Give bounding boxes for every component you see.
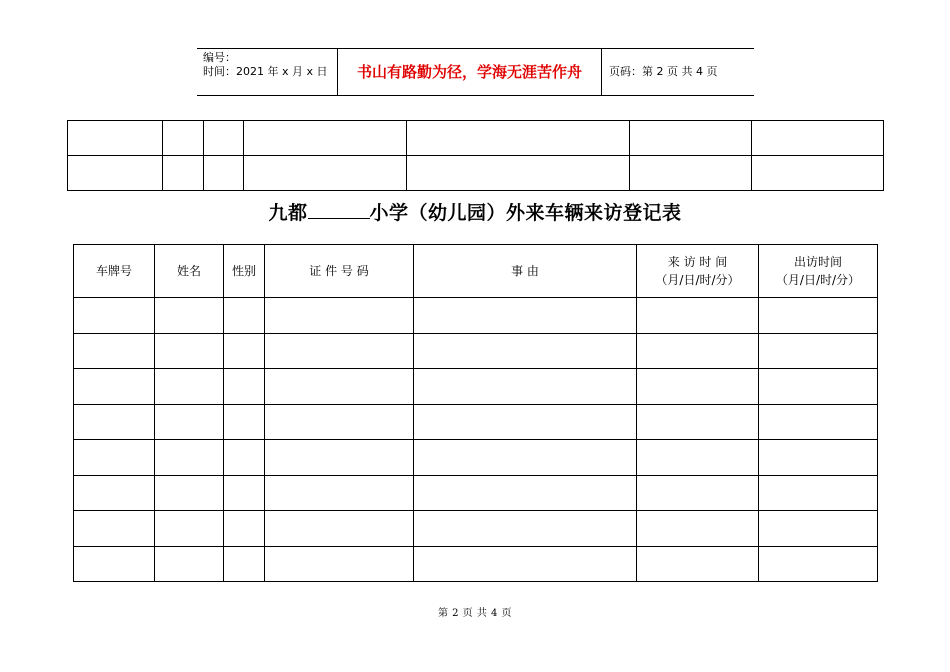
form-title xyxy=(0,198,950,225)
table-cell[interactable] xyxy=(224,511,265,547)
table-cell[interactable] xyxy=(74,333,155,369)
table-cell[interactable] xyxy=(74,298,155,334)
table-cell[interactable] xyxy=(224,298,265,334)
table-cell[interactable] xyxy=(759,333,878,369)
table-cell[interactable] xyxy=(414,298,637,334)
table-cell[interactable] xyxy=(74,546,155,582)
col-header-leave-time xyxy=(759,245,878,298)
header-motto: 书山有路勤为径，学海无涯苦作舟 xyxy=(338,49,602,95)
table-cell[interactable] xyxy=(759,546,878,582)
table-cell[interactable] xyxy=(752,156,884,191)
table-row xyxy=(74,546,878,582)
table-cell[interactable] xyxy=(759,369,878,405)
table-cell[interactable] xyxy=(244,156,407,191)
table-cell[interactable] xyxy=(224,404,265,440)
table-cell[interactable] xyxy=(155,546,224,582)
col-header-visit-time xyxy=(637,245,759,298)
table-cell[interactable] xyxy=(630,156,752,191)
table-cell[interactable] xyxy=(74,369,155,405)
col-header-name: 姓名 xyxy=(155,245,224,298)
table-cell[interactable] xyxy=(637,475,759,511)
table-cell[interactable] xyxy=(414,369,637,405)
table-cell[interactable] xyxy=(265,369,414,405)
table-cell[interactable] xyxy=(414,546,637,582)
table-cell[interactable] xyxy=(224,369,265,405)
table-cell[interactable] xyxy=(224,333,265,369)
page-header xyxy=(197,48,754,96)
table-cell[interactable] xyxy=(759,298,878,334)
table-cell[interactable] xyxy=(637,440,759,476)
table-cell[interactable] xyxy=(759,475,878,511)
table-cell[interactable] xyxy=(637,298,759,334)
col-header-plate: 车牌号 xyxy=(74,245,155,298)
table-row xyxy=(74,333,878,369)
table-cell[interactable] xyxy=(759,404,878,440)
table-row xyxy=(74,369,878,405)
table-cell[interactable] xyxy=(224,475,265,511)
table-cell[interactable] xyxy=(759,440,878,476)
table-cell[interactable] xyxy=(68,121,163,156)
registration-table xyxy=(73,244,878,582)
table-cell[interactable] xyxy=(637,369,759,405)
table-cell[interactable] xyxy=(407,121,630,156)
header-meta xyxy=(197,49,338,95)
table-row xyxy=(68,121,884,156)
header-page-label: 页码：第 2 页 共 4 页 xyxy=(609,65,718,78)
table-cell[interactable] xyxy=(204,156,244,191)
table-cell[interactable] xyxy=(637,404,759,440)
table-row xyxy=(74,440,878,476)
visit-time-label: 来 访 时 间 xyxy=(667,255,728,269)
table-cell[interactable] xyxy=(265,440,414,476)
table-cell[interactable] xyxy=(630,121,752,156)
title-suffix: 小学（幼儿园）外来车辆来访登记表 xyxy=(369,202,682,224)
table-cell[interactable] xyxy=(224,546,265,582)
number-label: 编号： xyxy=(203,51,236,64)
table-cell[interactable] xyxy=(155,298,224,334)
table-cell[interactable] xyxy=(414,440,637,476)
table-cell[interactable] xyxy=(414,511,637,547)
table-row xyxy=(74,404,878,440)
table-cell[interactable] xyxy=(155,511,224,547)
table-cell[interactable] xyxy=(224,440,265,476)
table-row xyxy=(74,475,878,511)
table-cell[interactable] xyxy=(265,404,414,440)
table-cell[interactable] xyxy=(155,475,224,511)
table-cell[interactable] xyxy=(155,333,224,369)
page-footer: 第 2 页 共 4 页 xyxy=(437,608,513,619)
title-prefix: 九都 xyxy=(268,202,308,224)
table-cell[interactable] xyxy=(759,511,878,547)
visit-time-format: （月/日/时/分） xyxy=(655,273,740,287)
continuation-table xyxy=(67,120,884,191)
table-header-row xyxy=(74,245,878,298)
table-cell[interactable] xyxy=(637,511,759,547)
table-cell[interactable] xyxy=(74,511,155,547)
table-cell[interactable] xyxy=(74,440,155,476)
table-cell[interactable] xyxy=(68,156,163,191)
table-cell[interactable] xyxy=(163,156,204,191)
table-cell[interactable] xyxy=(637,546,759,582)
table-cell[interactable] xyxy=(74,475,155,511)
col-header-id-number: 证 件 号 码 xyxy=(265,245,414,298)
table-row xyxy=(74,511,878,547)
table-cell[interactable] xyxy=(244,121,407,156)
table-cell[interactable] xyxy=(155,369,224,405)
col-header-reason: 事 由 xyxy=(414,245,637,298)
leave-time-label: 出访时间 xyxy=(793,255,842,269)
table-cell[interactable] xyxy=(265,298,414,334)
table-cell[interactable] xyxy=(752,121,884,156)
table-cell[interactable] xyxy=(204,121,244,156)
table-row xyxy=(74,298,878,334)
table-cell[interactable] xyxy=(163,121,204,156)
col-header-gender: 性别 xyxy=(224,245,265,298)
table-cell[interactable] xyxy=(414,404,637,440)
table-cell[interactable] xyxy=(74,404,155,440)
table-cell[interactable] xyxy=(155,440,224,476)
table-cell[interactable] xyxy=(414,333,637,369)
table-cell[interactable] xyxy=(637,333,759,369)
time-label: 时间：2021 年 x 月 x 日 xyxy=(203,65,328,78)
table-cell[interactable] xyxy=(265,475,414,511)
table-cell[interactable] xyxy=(265,546,414,582)
table-cell[interactable] xyxy=(265,511,414,547)
table-row xyxy=(68,156,884,191)
table-cell[interactable] xyxy=(407,156,630,191)
title-blank-line[interactable] xyxy=(308,198,370,219)
table-cell[interactable] xyxy=(265,333,414,369)
table-cell[interactable] xyxy=(414,475,637,511)
table-cell[interactable] xyxy=(155,404,224,440)
leave-time-format: （月/日/时/分） xyxy=(775,273,861,287)
